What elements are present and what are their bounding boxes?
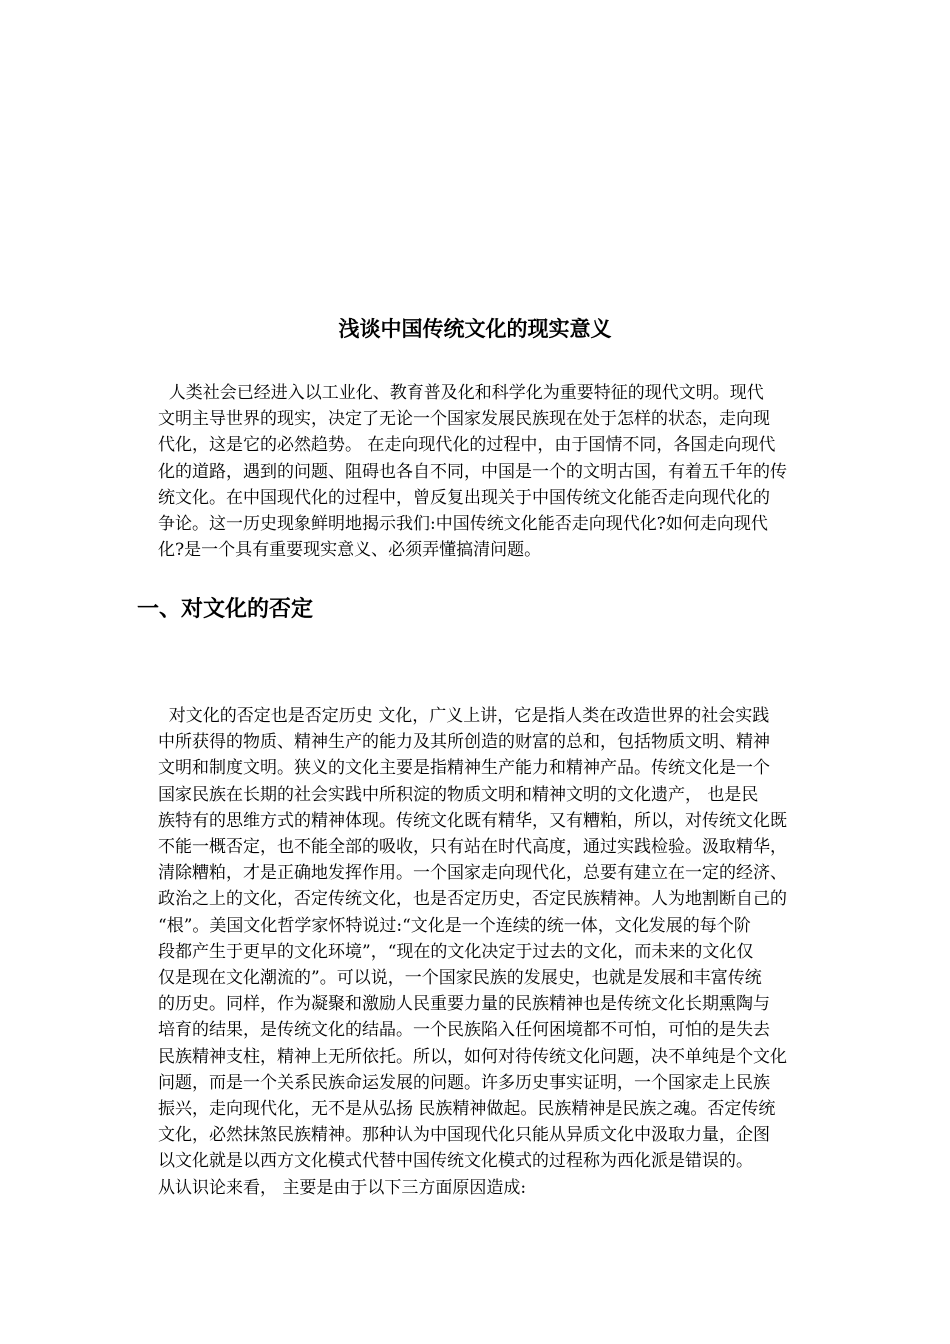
intro-line: 统文化。在中国现代化的过程中，曾反复出现关于中国传统文化能否走向现代化的	[158, 487, 770, 508]
body-line: 问题，而是一个关系民族命运发展的问题。许多历史事实证明，一个国家走上民族	[158, 1072, 770, 1093]
intro-line: 化?是一个具有重要现实意义、必须弄懂搞清问题。	[158, 540, 542, 561]
body-line: 从认识论来看， 主要是由于以下三方面原因造成:	[158, 1177, 527, 1198]
body-line: 不能一概否定，也不能全部的吸收，只有站在时代高度，通过实践检验。汲取精华，	[158, 837, 787, 858]
body-line: 的历史。同样，作为凝聚和激励人民重要力量的民族精神也是传统文化长期熏陶与	[158, 994, 770, 1015]
body-line: 文化，必然抹煞民族精神。那种认为中国现代化只能从异质文化中汲取力量，企图	[158, 1125, 770, 1146]
body-line: 族特有的思维方式的精神体现。传统文化既有精华，又有糟粕，所以，对传统文化既	[158, 810, 787, 831]
body-line: 政治之上的文化，否定传统文化，也是否定历史，否定民族精神。人为地割断自己的	[158, 889, 787, 910]
intro-line: 人类社会已经进入以工业化、教育普及化和科学化为重要特征的现代文明。现代	[158, 383, 764, 403]
document-title: 浅谈中国传统文化的现实意义	[338, 317, 612, 341]
body-line: 中所获得的物质、精神生产的能力及其所创造的财富的总和，包括物质文明、精神	[158, 732, 770, 753]
body-line: 段都产生于更早的文化环境”，“现在的文化决定于过去的文化，而未来的文化仅	[158, 941, 754, 962]
intro-line: 化的道路，遇到的问题、阻碍也各自不同，中国是一个的文明古国，有着五千年的传	[158, 461, 787, 482]
body-line: “根”。美国文化哲学家怀特说过:“文化是一个连续的统一体，文化发展的每个阶	[158, 915, 751, 936]
body-line: 国家民族在长期的社会实践中所积淀的物质文明和精神文明的文化遗产， 也是民	[158, 784, 759, 805]
body-line: 振兴，走向现代化，无不是从弘扬 民族精神做起。民族精神是民族之魂。否定传统	[158, 1099, 776, 1120]
body-line: 民族精神支柱，精神上无所依托。所以，如何对待传统文化问题，决不单纯是个文化	[158, 1046, 787, 1067]
body-line: 对文化的否定也是否定历史 文化，广义上讲，它是指人类在改造世界的社会实践	[158, 706, 770, 726]
body-line: 仅是现在文化潮流的”。可以说，一个国家民族的发展史，也就是发展和丰富传统	[158, 968, 762, 989]
intro-paragraph	[158, 380, 848, 563]
body-line: 培育的结果，是传统文化的结晶。一个民族陷入任何困境都不可怕，可怕的是失去	[158, 1020, 770, 1041]
body-line: 清除糟粕，才是正确地发挥作用。一个国家走向现代化，总要有建立在一定的经济、	[158, 863, 787, 884]
section-heading: 一、对文化的否定	[137, 597, 314, 622]
section-body-paragraph	[158, 703, 858, 1201]
intro-line: 争论。这一历史现象鲜明地揭示我们:中国传统文化能否走向现代化?如何走向现代	[158, 514, 768, 535]
body-line: 文明和制度文明。狭义的文化主要是指精神生产能力和精神产品。传统文化是一个	[158, 758, 770, 779]
body-line: 以文化就是以西方文化模式代替中国传统文化模式的过程称为西化派是错误的。	[158, 1151, 753, 1172]
intro-line: 代化，这是它的必然趋势。 在走向现代化的过程中，由于国情不同，各国走向现代	[158, 435, 776, 456]
intro-line: 文明主导世界的现实，决定了无论一个国家发展民族现在处于怎样的状态，走向现	[158, 409, 770, 430]
